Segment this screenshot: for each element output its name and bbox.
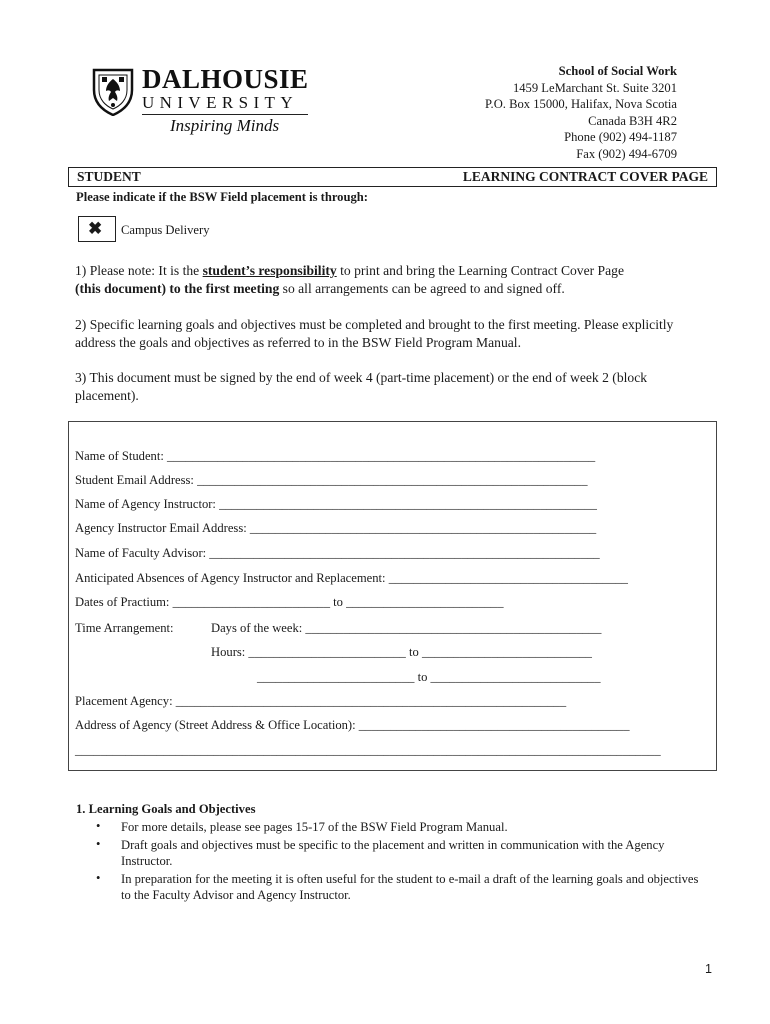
bullet-icon: • bbox=[96, 819, 101, 833]
note-1-bold: (this document) to the first meeting bbox=[75, 281, 280, 296]
address-line-1: 1459 LeMarchant St. Suite 3201 bbox=[512, 80, 677, 95]
agency-address-line-2[interactable]: _____________________________________________________________________________________________ bbox=[75, 743, 661, 757]
note-2: 2) Specific learning goals and objectives must be completed and brought to the first meeting. Please explicitly address the goals and objectives as referred to in the BSW Field Program Manual. bbox=[75, 317, 674, 350]
logo-rule bbox=[142, 114, 308, 115]
goal-bullet-3: In preparation for the meeting it is often useful for the student to e-mail a draft of the learning goals and objectives to the Faculty Advisor and Agency Instructor. bbox=[121, 872, 699, 902]
university-logo bbox=[92, 66, 322, 138]
address-line-2: P.O. Box 15000, Halifax, Nova Scotia bbox=[484, 97, 677, 112]
note-3: 3) This document must be signed by the end of week 4 (part-time placement) or the end of week 2 (block placement). bbox=[75, 370, 648, 403]
campus-delivery-checkbox[interactable] bbox=[78, 216, 116, 242]
agency-instructor-field[interactable]: Name of Agency Instructor: ____________________________________________________________ bbox=[75, 497, 597, 511]
absences-field[interactable]: Anticipated Absences of Agency Instructor and Replacement: ______________________________________ bbox=[75, 571, 628, 585]
campus-delivery-label: Campus Delivery bbox=[121, 223, 210, 237]
phone-number: Phone (902) 494-1187 bbox=[564, 130, 677, 145]
address-block bbox=[485, 63, 677, 163]
title-cover-page: LEARNING CONTRACT COVER PAGE bbox=[462, 169, 708, 184]
agency-instructor-email-field[interactable]: Agency Instructor Email Address: _______________________________________________________ bbox=[75, 521, 597, 535]
placement-prompt: Please indicate if the BSW Field placement is through: bbox=[76, 190, 368, 204]
bullet-icon: • bbox=[96, 837, 101, 851]
time-arrangement-label: Time Arrangement: bbox=[75, 621, 174, 635]
note-1-text-e: so all arrangements can be agreed to and signed off. bbox=[279, 281, 565, 296]
checked-x-icon: ✖ bbox=[88, 219, 103, 238]
student-name-field[interactable]: Name of Student: ____________________________________________________________________ bbox=[75, 449, 596, 463]
page-number: 1 bbox=[705, 962, 713, 976]
practicum-dates-field[interactable]: Dates of Practium: _________________________ to _________________________ bbox=[75, 595, 504, 609]
note-1-text-c: to print and bring the Learning Contract Cover Page bbox=[336, 263, 624, 278]
logo-university: UNIVERSITY bbox=[142, 93, 298, 112]
agency-address-field[interactable]: Address of Agency (Street Address & Office Location): ___________________________________________ bbox=[75, 718, 630, 732]
note-1 bbox=[75, 262, 695, 298]
logo-tagline: Inspiring Minds bbox=[170, 116, 280, 135]
student-email-field[interactable]: Student Email Address: ______________________________________________________________ bbox=[75, 473, 588, 487]
learning-goals-heading: 1. Learning Goals and Objectives bbox=[76, 802, 256, 816]
title-bar bbox=[68, 167, 717, 187]
fax-number: Fax (902) 494-6709 bbox=[576, 146, 677, 161]
placement-agency-field[interactable]: Placement Agency: ______________________________________________________________ bbox=[75, 694, 567, 708]
hours-field[interactable]: Hours: _________________________ to ___________________________ bbox=[211, 645, 592, 659]
logo-wordmark: DALHOUSIE bbox=[142, 64, 309, 94]
school-name: School of Social Work bbox=[558, 64, 677, 78]
title-student: STUDENT bbox=[77, 169, 141, 184]
goal-bullet-2: Draft goals and objectives must be specific to the placement and written in communication with the Agency Instructor. bbox=[121, 838, 665, 868]
crest-icon bbox=[92, 68, 134, 116]
hours-field-2[interactable]: _________________________ to ___________________________ bbox=[257, 670, 601, 684]
faculty-advisor-field[interactable]: Name of Faculty Advisor: ______________________________________________________________ bbox=[75, 546, 600, 560]
note-1-text-a: 1) Please note: It is the bbox=[75, 263, 203, 278]
address-line-3: Canada B3H 4R2 bbox=[588, 113, 677, 128]
note-1-emphasis: student’s responsibility bbox=[202, 263, 337, 278]
goal-bullet-1: For more details, please see pages 15-17 of the BSW Field Program Manual. bbox=[121, 820, 508, 834]
bullet-icon: • bbox=[96, 871, 101, 885]
days-of-week-field[interactable]: Days of the week: _______________________________________________ bbox=[211, 621, 602, 635]
